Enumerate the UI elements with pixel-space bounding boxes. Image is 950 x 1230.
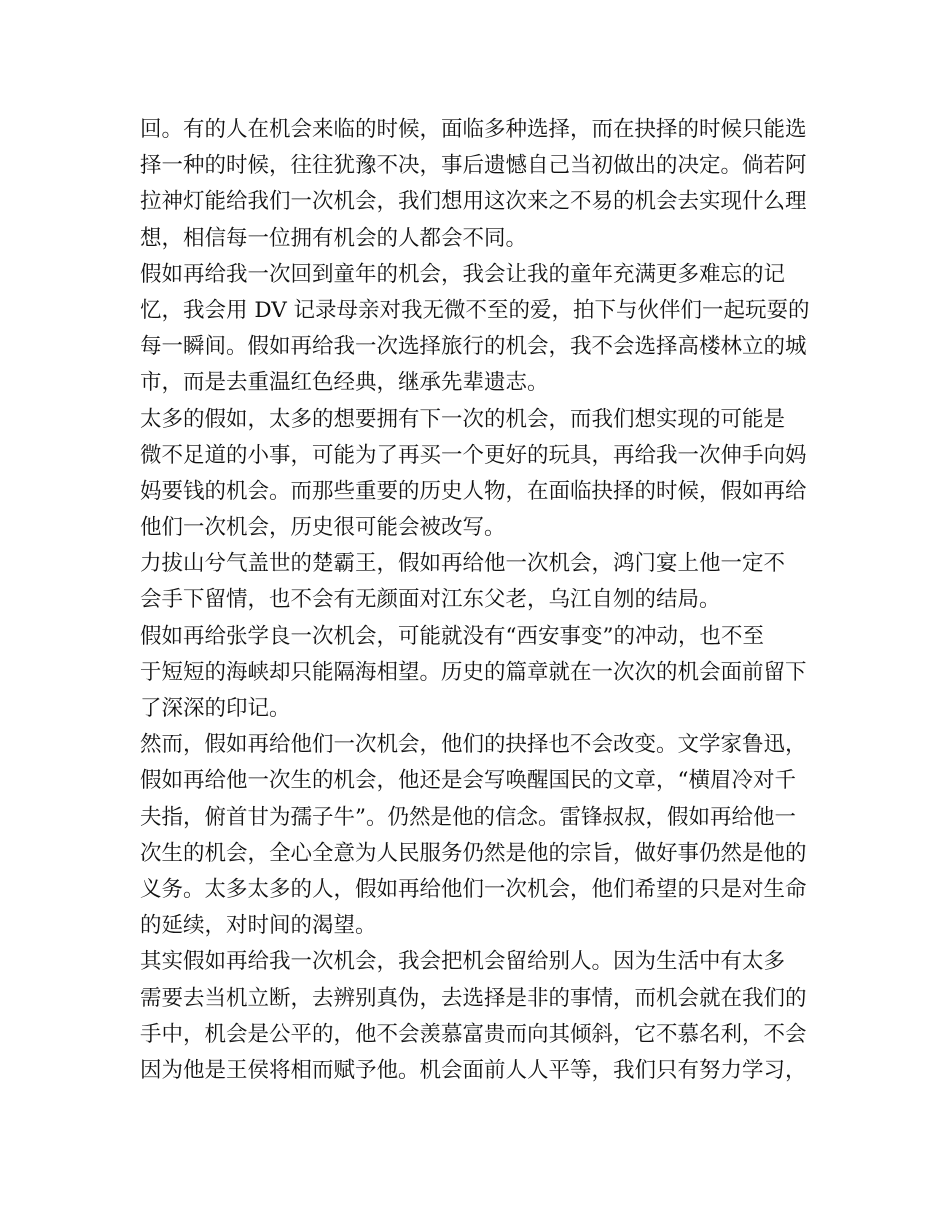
text-line: 夫指，俯首甘为孺子牛”。仍然是他的信念。雷锋叔叔，假如再给他一: [140, 804, 796, 830]
text-line: 次生的机会，全心全意为人民服务仍然是他的宗旨，做好事仍然是他的: [140, 840, 807, 866]
text-line: 然而，假如再给他们一次机会，他们的抉择也不会改变。文学家鲁迅，: [140, 732, 807, 758]
text-line: 其实假如再给我一次机会，我会把机会留给别人。因为生活中有太多: [140, 949, 786, 975]
text-line: 择一种的时候，往往犹豫不决，事后遗憾自己当初做出的决定。倘若阿: [140, 153, 807, 179]
text-line: 每一瞬间。假如再给我一次选择旅行的机会，我不会选择高楼林立的城: [140, 334, 807, 360]
text-line: 他们一次机会，历史很可能会被改写。: [140, 515, 506, 541]
text-line: 需要去当机立断，去辨别真伪，去选择是非的事情，而机会就在我们的: [140, 985, 807, 1011]
text-line: 的延续，对时间的渴望。: [140, 913, 377, 939]
text-line: 微不足道的小事，可能为了再买一个更好的玩具，再给我一次伸手向妈: [140, 442, 807, 468]
text-line: 力拔山兮气盖世的楚霸王，假如再给他一次机会，鸿门宴上他一定不: [140, 551, 786, 577]
text-line: 假如再给他一次生的机会，他还是会写唤醒国民的文章，“横眉冷对千: [140, 768, 796, 794]
text-line: 拉神灯能给我们一次机会，我们想用这次来之不易的机会去实现什么理: [140, 189, 807, 215]
text-line: 假如再给我一次回到童年的机会，我会让我的童年充满更多难忘的记: [140, 261, 786, 287]
text-line: 了深深的印记。: [140, 696, 291, 721]
essay-text: [140, 112, 830, 1089]
text-line: 太多的假如，太多的想要拥有下一次的机会，而我们想实现的可能是: [140, 406, 786, 432]
text-line: 忆，我会用 DV 记录母亲对我无微不至的爱，拍下与伙伴们一起玩耍的: [140, 297, 810, 323]
text-line: 因为他是王侯将相而赋予他。机会面前人人平等，我们只有努力学习，: [140, 1057, 807, 1083]
text-line: 想，相信每一位拥有机会的人都会不同。: [140, 225, 528, 251]
text-line: 手中，机会是公平的，他不会羡慕富贵而向其倾斜，它不慕名利，不会: [140, 1021, 807, 1047]
text-line: 义务。太多太多的人，假如再给他们一次机会，他们希望的只是对生命: [140, 876, 807, 902]
text-line: 假如再给张学良一次机会，可能就没有“西安事变”的冲动，也不至: [140, 623, 764, 649]
text-line: 妈要钱的机会。而那些重要的历史人物，在面临抉择的时候，假如再给: [140, 478, 807, 504]
text-line: 回。有的人在机会来临的时候，面临多种选择，而在抉择的时候只能选: [140, 117, 807, 142]
text-line: 于短短的海峡却只能隔海相望。历史的篇章就在一次次的机会面前留下: [140, 659, 807, 685]
text-line: 市，而是去重温红色经典，继承先辈遗志。: [140, 370, 549, 396]
text-line: 会手下留情，也不会有无颜面对江东父老，乌江自刎的结局。: [140, 587, 721, 613]
